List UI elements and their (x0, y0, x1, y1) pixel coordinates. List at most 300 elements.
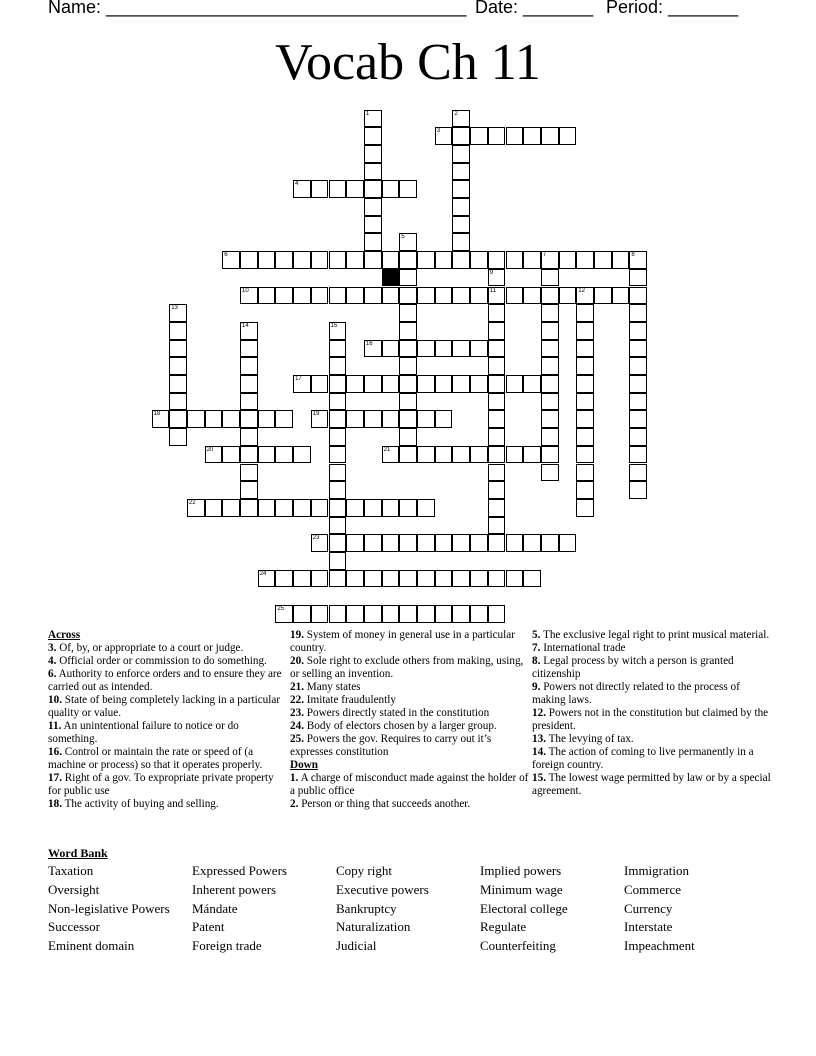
crossword-cell[interactable] (417, 340, 435, 358)
clue-text: Sole right to exclude others from making, using, or selling an invention. (290, 655, 524, 680)
clue-number: 20 (206, 446, 214, 453)
crossword-cell[interactable] (559, 127, 577, 145)
crossword-cell[interactable] (506, 287, 524, 305)
crossword-cell[interactable] (293, 499, 311, 517)
clue-text: The action of coming to live permanently in a foreign country. (532, 746, 754, 771)
crossword-cell[interactable] (576, 446, 594, 464)
crossword-cell[interactable] (541, 428, 559, 446)
crossword-cell[interactable] (346, 180, 364, 198)
clue-number: 10 (242, 287, 249, 294)
crossword-cell[interactable] (435, 127, 453, 145)
crossword-cell[interactable] (329, 393, 347, 411)
crossword-cell[interactable] (541, 322, 559, 340)
crossword-cell[interactable] (629, 393, 647, 411)
crossword-cell[interactable] (329, 322, 347, 340)
crossword-cell[interactable] (329, 287, 347, 305)
crossword-cell[interactable] (541, 287, 559, 305)
crossword-cell[interactable] (364, 110, 382, 128)
word-bank-item: Electoral college (480, 900, 568, 916)
crossword-cell[interactable] (435, 251, 453, 269)
crossword-cell[interactable] (629, 375, 647, 393)
crossword-cell[interactable] (523, 251, 541, 269)
crossword-cell[interactable] (576, 357, 594, 375)
crossword-cell[interactable] (452, 534, 470, 552)
crossword-cell[interactable] (541, 534, 559, 552)
crossword-cell[interactable] (435, 570, 453, 588)
crossword-cell[interactable] (452, 163, 470, 181)
crossword-cell[interactable] (488, 127, 506, 145)
crossword-cell[interactable] (541, 269, 559, 287)
crossword-cell[interactable] (205, 499, 223, 517)
word-bank-column (336, 862, 429, 956)
crossword-cell[interactable] (293, 251, 311, 269)
crossword-cell[interactable] (541, 393, 559, 411)
clue-number: 12. (532, 707, 546, 719)
crossword-cell[interactable] (364, 287, 382, 305)
crossword-cell[interactable] (629, 464, 647, 482)
crossword-cell[interactable] (452, 287, 470, 305)
crossword-cell[interactable] (399, 233, 417, 251)
across-clue (48, 772, 288, 798)
crossword-cell[interactable] (205, 410, 223, 428)
crossword-cell[interactable] (417, 446, 435, 464)
crossword-cell[interactable] (293, 605, 311, 623)
crossword-cell[interactable] (329, 446, 347, 464)
crossword-cell[interactable] (346, 534, 364, 552)
crossword-cell[interactable] (541, 464, 559, 482)
crossword-cell[interactable] (311, 251, 329, 269)
crossword-cell[interactable] (488, 269, 506, 287)
crossword-cell[interactable] (629, 322, 647, 340)
crossword-cell[interactable] (541, 446, 559, 464)
crossword-cell[interactable] (364, 499, 382, 517)
crossword-cell[interactable] (329, 410, 347, 428)
across-clue (290, 733, 530, 759)
crossword-cell[interactable] (311, 570, 329, 588)
crossword-cell[interactable] (452, 216, 470, 234)
crossword-cell[interactable] (329, 180, 347, 198)
crossword-cell[interactable] (452, 198, 470, 216)
crossword-cell[interactable] (488, 357, 506, 375)
crossword-cell[interactable] (452, 110, 470, 128)
crossword-cell[interactable] (382, 287, 400, 305)
crossword-cell[interactable] (399, 269, 417, 287)
crossword-cell[interactable] (399, 393, 417, 411)
clue-number: 15. (532, 772, 546, 784)
clue-number: 1 (365, 110, 370, 117)
crossword-cell[interactable] (399, 499, 417, 517)
crossword-cell[interactable] (488, 304, 506, 322)
crossword-cell[interactable] (329, 251, 347, 269)
clue-number: 14. (532, 746, 546, 758)
crossword-cell[interactable] (435, 287, 453, 305)
crossword-cell[interactable] (399, 304, 417, 322)
crossword-cell[interactable] (382, 375, 400, 393)
crossword-cell[interactable] (435, 410, 453, 428)
crossword-cell[interactable] (629, 269, 647, 287)
crossword-cell[interactable] (240, 393, 258, 411)
crossword-cell[interactable] (329, 552, 347, 570)
crossword-cell[interactable] (488, 517, 506, 535)
crossword-cell[interactable] (364, 570, 382, 588)
crossword-cell[interactable] (275, 410, 293, 428)
crossword-cell[interactable] (311, 410, 329, 428)
crossword-cell[interactable] (152, 410, 170, 428)
crossword-cell[interactable] (346, 287, 364, 305)
crossword-cell[interactable] (488, 446, 506, 464)
crossword-cell[interactable] (488, 481, 506, 499)
crossword-cell[interactable] (470, 251, 488, 269)
crossword-cell[interactable] (293, 570, 311, 588)
crossword-cell[interactable] (329, 481, 347, 499)
crossword-cell[interactable] (346, 375, 364, 393)
crossword-cell[interactable] (258, 287, 276, 305)
crossword-cell[interactable] (329, 464, 347, 482)
crossword-cell[interactable] (293, 180, 311, 198)
crossword-cell[interactable] (576, 481, 594, 499)
crossword-cell[interactable] (222, 499, 240, 517)
crossword-cell[interactable] (435, 340, 453, 358)
crossword-cell[interactable] (523, 570, 541, 588)
crossword-cell[interactable] (488, 570, 506, 588)
crossword-cell[interactable] (329, 605, 347, 623)
crossword-cell[interactable] (417, 287, 435, 305)
crossword-cell[interactable] (576, 287, 594, 305)
crossword-cell[interactable] (240, 428, 258, 446)
crossword-cell[interactable] (275, 570, 293, 588)
crossword-cell[interactable] (399, 357, 417, 375)
crossword-cell[interactable] (222, 410, 240, 428)
crossword-cell[interactable] (559, 534, 577, 552)
crossword-cell[interactable] (523, 375, 541, 393)
crossword-cell[interactable] (329, 499, 347, 517)
crossword-cell[interactable] (382, 340, 400, 358)
crossword-cell[interactable] (417, 570, 435, 588)
crossword-cell[interactable] (275, 446, 293, 464)
crossword-cell[interactable] (576, 251, 594, 269)
crossword-cell[interactable] (240, 499, 258, 517)
clue-number: 8 (631, 252, 635, 259)
crossword-cell[interactable] (329, 570, 347, 588)
crossword-cell[interactable] (346, 499, 364, 517)
crossword-cell[interactable] (488, 534, 506, 552)
crossword-cell[interactable] (399, 251, 417, 269)
crossword-cell[interactable] (169, 304, 187, 322)
crossword-cell[interactable] (169, 393, 187, 411)
crossword-cell[interactable] (541, 410, 559, 428)
crossword-cell[interactable] (506, 570, 524, 588)
clue-text: Legal process by witch a person is granted citizenship (532, 655, 734, 680)
crossword-cell[interactable] (576, 322, 594, 340)
crossword-cell[interactable] (629, 428, 647, 446)
crossword-cell[interactable] (364, 233, 382, 251)
crossword-cell[interactable] (417, 251, 435, 269)
crossword-cell[interactable] (382, 570, 400, 588)
crossword-cell[interactable] (559, 287, 577, 305)
clue-number: 7 (542, 252, 547, 259)
crossword-cell[interactable] (576, 304, 594, 322)
crossword-cell[interactable] (417, 499, 435, 517)
crossword-cell[interactable] (258, 570, 276, 588)
crossword-cell[interactable] (311, 605, 329, 623)
crossword-cell[interactable] (488, 375, 506, 393)
across-clue (290, 629, 530, 655)
crossword-cell[interactable] (222, 446, 240, 464)
crossword-cell[interactable] (399, 287, 417, 305)
crossword-cell[interactable] (364, 163, 382, 181)
crossword-cell[interactable] (452, 375, 470, 393)
crossword-cell[interactable] (240, 410, 258, 428)
crossword-cell[interactable] (258, 251, 276, 269)
crossword-cell[interactable] (329, 517, 347, 535)
crossword-cell[interactable] (506, 251, 524, 269)
crossword-cell[interactable] (169, 340, 187, 358)
crossword-cell[interactable] (452, 570, 470, 588)
crossword-cell[interactable] (452, 180, 470, 198)
crossword-cell[interactable] (293, 287, 311, 305)
crossword-cell[interactable] (329, 357, 347, 375)
crossword-cell[interactable] (346, 570, 364, 588)
crossword-cell[interactable] (399, 410, 417, 428)
down-clue (532, 681, 772, 707)
crossword-cell[interactable] (382, 446, 400, 464)
crossword-cell[interactable] (470, 446, 488, 464)
word-bank-item: Non-legislative Powers (48, 900, 170, 916)
crossword-cell[interactable] (452, 251, 470, 269)
crossword-cell[interactable] (240, 251, 258, 269)
crossword-cell[interactable] (452, 605, 470, 623)
crossword-cell[interactable] (452, 340, 470, 358)
crossword-cell[interactable] (382, 410, 400, 428)
crossword-cell[interactable] (417, 375, 435, 393)
crossword-cell[interactable] (488, 464, 506, 482)
crossword-cell[interactable] (240, 287, 258, 305)
crossword-cell[interactable] (452, 233, 470, 251)
crossword-cell[interactable] (293, 446, 311, 464)
crossword-cell[interactable] (364, 180, 382, 198)
crossword-cell[interactable] (169, 410, 187, 428)
crossword-cell[interactable] (240, 481, 258, 499)
crossword-cell[interactable] (311, 287, 329, 305)
crossword-cell[interactable] (506, 375, 524, 393)
crossword-cell[interactable] (612, 287, 630, 305)
crossword-cell[interactable] (364, 216, 382, 234)
crossword-cell[interactable] (629, 287, 647, 305)
across-clue (290, 720, 530, 733)
crossword-cell[interactable] (399, 180, 417, 198)
crossword-cell[interactable] (594, 287, 612, 305)
crossword-cell[interactable] (612, 251, 630, 269)
clue-text: Of, by, or appropriate to a court or judge. (56, 642, 244, 654)
crossword-cell[interactable] (506, 534, 524, 552)
crossword-cell[interactable] (205, 446, 223, 464)
crossword-cell[interactable] (488, 605, 506, 623)
down-clue (532, 746, 772, 772)
crossword-cell[interactable] (435, 446, 453, 464)
crossword-cell[interactable] (240, 375, 258, 393)
crossword-cell[interactable] (576, 393, 594, 411)
crossword-cell[interactable] (629, 446, 647, 464)
crossword-cell[interactable] (275, 251, 293, 269)
crossword-cell[interactable] (275, 605, 293, 623)
word-bank-column (48, 862, 170, 956)
crossword-cell[interactable] (541, 357, 559, 375)
crossword-cell[interactable] (629, 304, 647, 322)
crossword-cell[interactable] (311, 534, 329, 552)
crossword-cell[interactable] (364, 375, 382, 393)
crossword-cell[interactable] (399, 534, 417, 552)
crossword-cell[interactable] (559, 251, 577, 269)
crossword-cell[interactable] (541, 375, 559, 393)
crossword-cell[interactable] (399, 340, 417, 358)
crossword-cell[interactable] (364, 145, 382, 163)
crossword-cell[interactable] (258, 446, 276, 464)
crossword-cell[interactable] (576, 410, 594, 428)
crossword-cell[interactable] (311, 180, 329, 198)
name-field[interactable]: Name: ____________________________________ (48, 0, 467, 17)
crossword-cell[interactable] (364, 251, 382, 269)
word-bank-item: Counterfeiting (480, 938, 556, 954)
crossword-cell[interactable] (399, 375, 417, 393)
crossword-cell[interactable] (275, 499, 293, 517)
crossword-cell[interactable] (488, 410, 506, 428)
crossword-cell[interactable] (470, 375, 488, 393)
crossword-cell[interactable] (452, 145, 470, 163)
crossword-cell[interactable] (417, 605, 435, 623)
crossword-cell[interactable] (240, 446, 258, 464)
clue-text: The levying of tax. (545, 733, 634, 745)
crossword-cell[interactable] (629, 357, 647, 375)
crossword-cell[interactable] (329, 428, 347, 446)
crossword-cell[interactable] (399, 446, 417, 464)
crossword-cell[interactable] (523, 446, 541, 464)
crossword-cell[interactable] (541, 251, 559, 269)
crossword-cell[interactable] (435, 605, 453, 623)
crossword-cell[interactable] (169, 322, 187, 340)
crossword-cell[interactable] (488, 322, 506, 340)
crossword-cell[interactable] (364, 198, 382, 216)
crossword-cell[interactable] (576, 340, 594, 358)
crossword-cell[interactable] (364, 127, 382, 145)
down-clue (290, 798, 530, 811)
crossword-cell[interactable] (470, 127, 488, 145)
crossword-cell[interactable] (470, 605, 488, 623)
crossword-cell[interactable] (311, 375, 329, 393)
date-field[interactable]: Date: _______ (475, 0, 594, 17)
clue-number: 2 (454, 110, 458, 117)
crossword-cell[interactable] (222, 251, 240, 269)
crossword-cell[interactable] (364, 340, 382, 358)
crossword-cell[interactable] (452, 446, 470, 464)
crossword-cell[interactable] (382, 534, 400, 552)
crossword-cell[interactable] (275, 287, 293, 305)
crossword-cell[interactable] (382, 180, 400, 198)
crossword-cell[interactable] (541, 127, 559, 145)
crossword-cell[interactable] (470, 340, 488, 358)
crossword-cell[interactable] (329, 534, 347, 552)
crossword-cell[interactable] (435, 375, 453, 393)
crossword-cell[interactable] (417, 534, 435, 552)
crossword-cell[interactable] (523, 127, 541, 145)
crossword-cell[interactable] (576, 499, 594, 517)
crossword-cell[interactable] (399, 322, 417, 340)
crossword-cell[interactable] (506, 127, 524, 145)
crossword-cell[interactable] (470, 534, 488, 552)
crossword-cell[interactable] (382, 605, 400, 623)
crossword-cell[interactable] (488, 340, 506, 358)
crossword-cell[interactable] (364, 410, 382, 428)
clue-number: 10. (48, 694, 62, 706)
crossword-cell[interactable] (399, 428, 417, 446)
crossword-cell[interactable] (576, 428, 594, 446)
crossword-cell[interactable] (506, 446, 524, 464)
crossword-cell[interactable] (629, 340, 647, 358)
crossword-cell[interactable] (187, 499, 205, 517)
crossword-cell[interactable] (576, 375, 594, 393)
word-bank-item: Foreign trade (192, 938, 262, 954)
crossword-cell[interactable] (346, 251, 364, 269)
crossword-cell[interactable] (488, 499, 506, 517)
crossword-cell[interactable] (293, 375, 311, 393)
crossword-cell[interactable] (169, 375, 187, 393)
clue-text: Body of electors chosen by a larger group. (303, 720, 497, 732)
crossword-cell[interactable] (382, 499, 400, 517)
crossword-cell[interactable] (399, 605, 417, 623)
crossword-cell[interactable] (594, 251, 612, 269)
crossword-cell[interactable] (435, 534, 453, 552)
clue-text: Powers the gov. Requires to carry out it’s expresses constitution (290, 733, 492, 758)
crossword-cell[interactable] (576, 464, 594, 482)
crossword-cell[interactable] (541, 340, 559, 358)
crossword-cell[interactable] (488, 251, 506, 269)
crossword-cell[interactable] (382, 251, 400, 269)
crossword-cell[interactable] (240, 464, 258, 482)
crossword-cell[interactable] (329, 375, 347, 393)
crossword-cell[interactable] (364, 534, 382, 552)
down-clue (532, 772, 772, 798)
crossword-cell[interactable] (452, 127, 470, 145)
crossword-cell[interactable] (311, 499, 329, 517)
crossword-cell[interactable] (364, 605, 382, 623)
crossword-cell[interactable] (541, 304, 559, 322)
crossword-cell[interactable] (240, 340, 258, 358)
crossword-cell[interactable] (523, 534, 541, 552)
crossword-cell[interactable] (523, 287, 541, 305)
crossword-cell[interactable] (470, 570, 488, 588)
crossword-cell[interactable] (169, 428, 187, 446)
crossword-cell[interactable] (488, 428, 506, 446)
crossword-cell[interactable] (629, 251, 647, 269)
crossword-cell[interactable] (488, 287, 506, 305)
crossword-cell[interactable] (187, 410, 205, 428)
crossword-cell[interactable] (169, 357, 187, 375)
crossword-cell[interactable] (399, 570, 417, 588)
period-field[interactable]: Period: _______ (606, 0, 739, 17)
crossword-cell[interactable] (629, 410, 647, 428)
crossword-cell[interactable] (240, 357, 258, 375)
crossword-cell[interactable] (240, 322, 258, 340)
crossword-cell[interactable] (629, 481, 647, 499)
down-clue (290, 772, 530, 798)
crossword-cell[interactable] (470, 287, 488, 305)
crossword-cell[interactable] (417, 410, 435, 428)
crossword-cell[interactable] (488, 393, 506, 411)
crossword-cell[interactable] (258, 410, 276, 428)
crossword-cell[interactable] (329, 340, 347, 358)
crossword-cell[interactable] (258, 499, 276, 517)
crossword-cell[interactable] (346, 410, 364, 428)
crossword-cell[interactable] (346, 605, 364, 623)
